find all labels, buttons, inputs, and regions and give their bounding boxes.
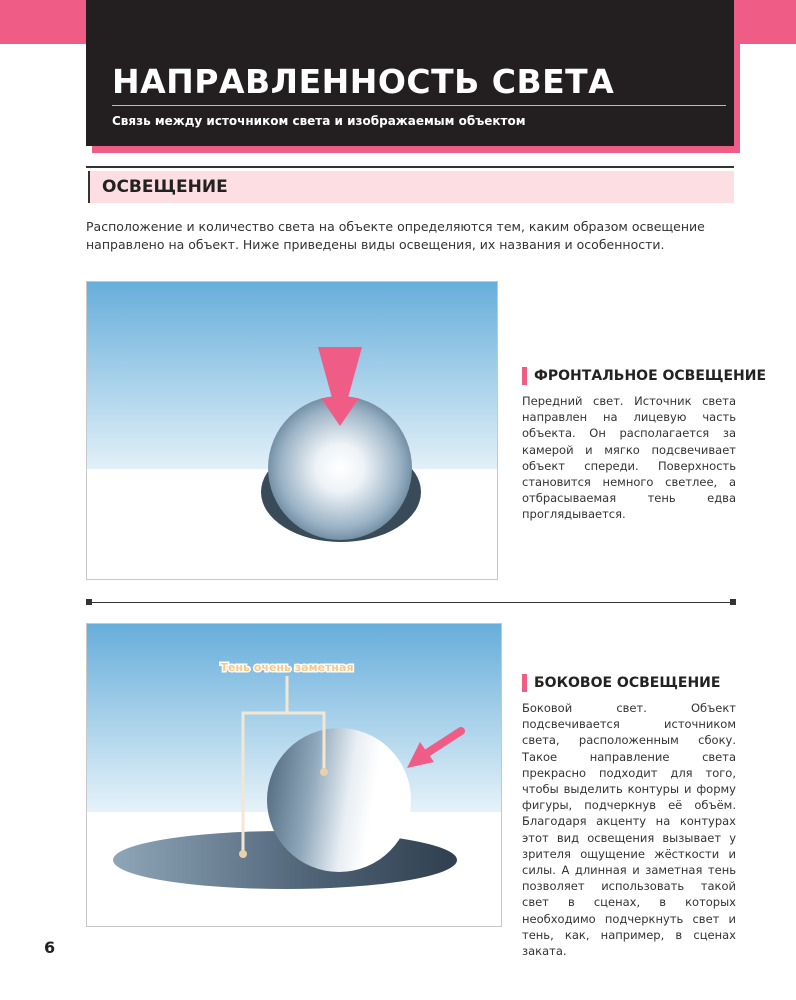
figure-divider (90, 602, 732, 603)
side-lighting-illustration (86, 623, 502, 927)
section-intro: Расположение и количество света на объекте определяются тем, каким образом освещение направлено на объект. Ниже приведены виды освещения, их названия и особенности. (86, 219, 705, 252)
frontal-lighting-title: ФРОНТАЛЬНОЕ ОСВЕЩЕНИЕ (522, 365, 736, 387)
frontal-lighting-illustration (86, 281, 498, 580)
side-lighting-block (522, 672, 736, 959)
side-lighting-title: БОКОВОЕ ОСВЕЩЕНИЕ (522, 672, 736, 694)
shadow-callout-label: Тень очень заметная (220, 661, 354, 674)
chapter-subtitle: Связь между источником света и изображаемым объектом (112, 114, 526, 128)
divider-end-right (730, 599, 736, 605)
chapter-header (86, 0, 734, 146)
header-rule (112, 105, 726, 106)
top-accent-band-left (0, 0, 90, 44)
chapter-title: НАПРАВЛЕННОСТЬ СВЕТА (112, 62, 615, 101)
frontal-lighting-block (522, 365, 767, 523)
frontal-lighting-text: Передний свет. Источник света направлен на лицевую часть объекта. Он располагается за камерой и мягко подсвечивает объект спереди. Поверхность становится немного светлее, а отбрасываемая тень едва проглядывается. (522, 394, 736, 522)
side-lighting-text: Боковой свет. Объект подсвечивается источником света, расположенным сбоку. Такое направление света прекрасно подходит для того, чтобы выделить контуры и форму фигуры, подчеркнув её объём. Благодаря акценту на контурах этот вид освещения вызывает у зрителя ощущение жёсткости и силы. А длинная и заметная тень позволяет использовать такой свет в сценах, в которых необходимо подчеркнуть свет и тень, как, например, в сценах заката. (522, 701, 736, 959)
section-heading-bar (88, 171, 734, 203)
side-sphere (267, 728, 411, 872)
section-top-line (86, 166, 734, 168)
page-number: 6 (44, 938, 56, 957)
section-title: ОСВЕЩЕНИЕ (102, 177, 228, 197)
